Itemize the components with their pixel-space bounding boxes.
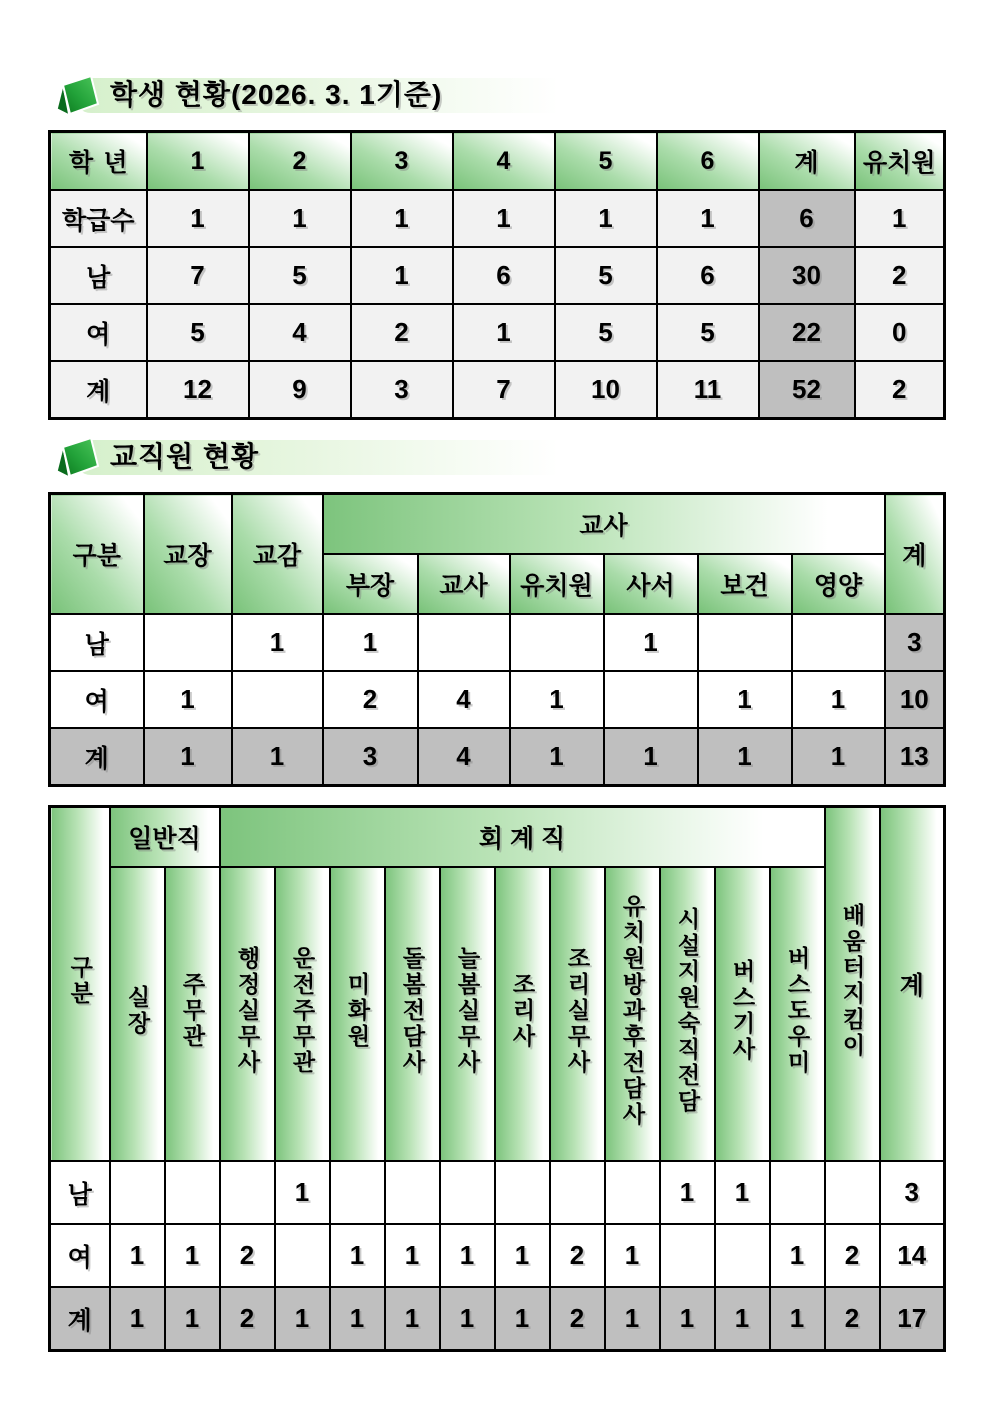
data-cell: 2 (323, 671, 418, 728)
total-cell: 1 (165, 1287, 220, 1351)
table-row-male (50, 614, 945, 671)
total-cell: 6 (759, 190, 855, 247)
data-cell (550, 1161, 605, 1224)
section-header-staff (52, 436, 943, 480)
data-cell: 10 (555, 361, 657, 419)
total-cell: 1 (330, 1287, 385, 1351)
table-row-total (50, 361, 945, 419)
data-cell: 1 (165, 1224, 220, 1287)
total-cell: 1 (385, 1287, 440, 1351)
data-cell: 1 (657, 190, 759, 247)
table-row-female (50, 304, 945, 361)
data-cell: 1 (660, 1161, 715, 1224)
subheader-cell-driving-officer: 운전주무관 (275, 867, 330, 1161)
data-cell (605, 1161, 660, 1224)
table-header-row (50, 132, 945, 191)
data-cell (385, 1161, 440, 1224)
table-row-male (50, 247, 945, 304)
subheader-cell-officer: 주무관 (165, 867, 220, 1161)
data-cell (825, 1161, 880, 1224)
support-staff-table (48, 805, 946, 1352)
subheader-cell-cleaner: 미화원 (330, 867, 385, 1161)
data-cell: 1 (855, 190, 945, 247)
subheader-cell-admin-assistant: 행정실무사 (220, 867, 275, 1161)
data-cell: 1 (698, 671, 792, 728)
header-cell-6: 6 (657, 132, 759, 191)
table-header-row (50, 807, 945, 868)
subheader-cell-bus-helper: 버스도우미 (770, 867, 825, 1161)
data-cell: 1 (330, 1224, 385, 1287)
subheader-cell-bus-driver: 버스기사 (715, 867, 770, 1161)
table-row-total (50, 728, 945, 786)
total-cell: 1 (698, 728, 792, 786)
data-cell: 2 (855, 361, 945, 419)
data-cell: 1 (275, 1161, 330, 1224)
data-cell: 6 (453, 247, 555, 304)
data-cell: 1 (144, 671, 232, 728)
row-label: 학급수 (50, 190, 147, 247)
data-cell: 1 (323, 614, 418, 671)
subheader-cell-nutrition: 영양 (792, 554, 885, 614)
header-cell-2: 2 (249, 132, 351, 191)
total-cell: 10 (885, 671, 945, 728)
subheader-cell-head-teacher: 부장 (323, 554, 418, 614)
data-cell: 4 (249, 304, 351, 361)
data-cell: 9 (249, 361, 351, 419)
section-title-staff: 교직원 현황 (110, 441, 260, 472)
data-cell (144, 614, 232, 671)
subheader-cell-facility-nightduty: 시설지원숙직전담 (660, 867, 715, 1161)
data-cell: 14 (880, 1224, 945, 1287)
section-header-students (52, 74, 943, 118)
subheader-cell-librarian: 사서 (604, 554, 698, 614)
data-cell (698, 614, 792, 671)
total-cell: 1 (510, 728, 604, 786)
green-diamond-icon (54, 434, 102, 482)
data-cell: 5 (249, 247, 351, 304)
header-cell-guard: 배움터지킴이 (825, 807, 880, 1162)
table-row-female (50, 671, 945, 728)
data-cell: 1 (351, 190, 453, 247)
row-label: 여 (50, 304, 147, 361)
header-group-general: 일반직 (110, 807, 220, 868)
total-cell: 1 (144, 728, 232, 786)
data-cell: 5 (657, 304, 759, 361)
total-cell: 3 (323, 728, 418, 786)
header-cell-principal: 교장 (144, 494, 232, 615)
data-cell: 1 (715, 1161, 770, 1224)
total-cell: 3 (885, 614, 945, 671)
data-cell (275, 1224, 330, 1287)
total-cell: 1 (440, 1287, 495, 1351)
total-cell: 1 (715, 1287, 770, 1351)
total-cell: 1 (110, 1287, 165, 1351)
table-row-male (50, 1161, 945, 1224)
header-cell-1: 1 (147, 132, 249, 191)
data-cell: 1 (385, 1224, 440, 1287)
row-label: 여 (50, 671, 144, 728)
data-cell: 2 (351, 304, 453, 361)
data-cell: 2 (550, 1224, 605, 1287)
data-cell: 1 (232, 614, 323, 671)
section-title-students: 학생 현황(2026. 3. 1기준) (110, 79, 443, 110)
data-cell: 7 (453, 361, 555, 419)
header-cell-kindergarten: 유치원 (855, 132, 945, 191)
data-cell: 7 (147, 247, 249, 304)
table-row-female (50, 1224, 945, 1287)
data-cell (220, 1161, 275, 1224)
data-cell: 1 (555, 190, 657, 247)
total-cell: 13 (885, 728, 945, 786)
data-cell (510, 614, 604, 671)
row-label: 남 (50, 1161, 110, 1224)
data-cell (604, 671, 698, 728)
green-diamond-icon (54, 72, 102, 120)
data-cell: 12 (147, 361, 249, 419)
total-cell: 17 (880, 1287, 945, 1351)
subheader-cell-kindergarten-afterschool: 유치원방과후전담사 (605, 867, 660, 1161)
data-cell: 1 (604, 614, 698, 671)
data-cell (440, 1161, 495, 1224)
data-cell (770, 1161, 825, 1224)
data-cell: 1 (147, 190, 249, 247)
data-cell: 0 (855, 304, 945, 361)
data-cell: 1 (510, 671, 604, 728)
data-cell (660, 1224, 715, 1287)
row-label: 계 (50, 1287, 110, 1351)
header-cell-grade: 학 년 (50, 132, 147, 191)
staff-table (48, 492, 946, 787)
row-label: 계 (50, 728, 144, 786)
subheader-cell-health: 보건 (698, 554, 792, 614)
header-cell-category: 구분 (50, 807, 110, 1162)
total-cell: 1 (792, 728, 885, 786)
subheader-cell-kindergarten: 유치원 (510, 554, 604, 614)
header-cell-vice-principal: 교감 (232, 494, 323, 615)
total-cell: 1 (275, 1287, 330, 1351)
data-cell (232, 671, 323, 728)
total-cell: 1 (232, 728, 323, 786)
total-cell: 52 (759, 361, 855, 419)
header-cell-4: 4 (453, 132, 555, 191)
table-row-total (50, 1287, 945, 1351)
data-cell (715, 1224, 770, 1287)
total-cell: 1 (604, 728, 698, 786)
row-label: 계 (50, 361, 147, 419)
data-cell: 1 (453, 190, 555, 247)
data-cell: 5 (555, 304, 657, 361)
data-cell (418, 614, 510, 671)
data-cell: 5 (147, 304, 249, 361)
row-label: 여 (50, 1224, 110, 1287)
data-cell (792, 614, 885, 671)
total-cell: 4 (418, 728, 510, 786)
total-cell: 1 (605, 1287, 660, 1351)
data-cell: 1 (351, 247, 453, 304)
students-table (48, 130, 946, 420)
subheader-cell-afterschool-assistant: 늘봄실무사 (440, 867, 495, 1161)
subheader-cell-cook: 조리사 (495, 867, 550, 1161)
subheader-cell-teacher: 교사 (418, 554, 510, 614)
header-cell-total: 계 (880, 807, 945, 1162)
data-cell: 4 (418, 671, 510, 728)
data-cell: 1 (453, 304, 555, 361)
data-cell: 1 (770, 1224, 825, 1287)
total-cell: 1 (660, 1287, 715, 1351)
header-cell-total: 계 (885, 494, 945, 615)
data-cell: 2 (825, 1224, 880, 1287)
data-cell: 1 (495, 1224, 550, 1287)
data-cell: 2 (220, 1224, 275, 1287)
data-cell (110, 1161, 165, 1224)
header-group-teachers: 교사 (323, 494, 885, 555)
data-cell (330, 1161, 385, 1224)
data-cell (165, 1161, 220, 1224)
total-cell: 1 (495, 1287, 550, 1351)
header-cell-total: 계 (759, 132, 855, 191)
header-cell-category: 구분 (50, 494, 144, 615)
total-cell: 2 (550, 1287, 605, 1351)
total-cell: 30 (759, 247, 855, 304)
subheader-cell-kitchen-assistant: 조리실무사 (550, 867, 605, 1161)
data-cell: 5 (555, 247, 657, 304)
subheader-cell-daycare: 돌봄전담사 (385, 867, 440, 1161)
data-cell: 1 (249, 190, 351, 247)
table-header-row (50, 494, 945, 555)
data-cell: 2 (855, 247, 945, 304)
header-group-accounting: 회 계 직 (220, 807, 825, 868)
data-cell: 1 (110, 1224, 165, 1287)
table-subheader-row (50, 867, 945, 1161)
total-cell: 1 (770, 1287, 825, 1351)
data-cell: 3 (880, 1161, 945, 1224)
data-cell: 6 (657, 247, 759, 304)
row-label: 남 (50, 614, 144, 671)
total-cell: 22 (759, 304, 855, 361)
row-label: 남 (50, 247, 147, 304)
data-cell (495, 1161, 550, 1224)
data-cell: 11 (657, 361, 759, 419)
table-row-classes (50, 190, 945, 247)
total-cell: 2 (825, 1287, 880, 1351)
subheader-cell-office-head: 실장 (110, 867, 165, 1161)
data-cell: 1 (792, 671, 885, 728)
header-cell-5: 5 (555, 132, 657, 191)
data-cell: 1 (605, 1224, 660, 1287)
data-cell: 3 (351, 361, 453, 419)
header-cell-3: 3 (351, 132, 453, 191)
total-cell: 2 (220, 1287, 275, 1351)
data-cell: 1 (440, 1224, 495, 1287)
